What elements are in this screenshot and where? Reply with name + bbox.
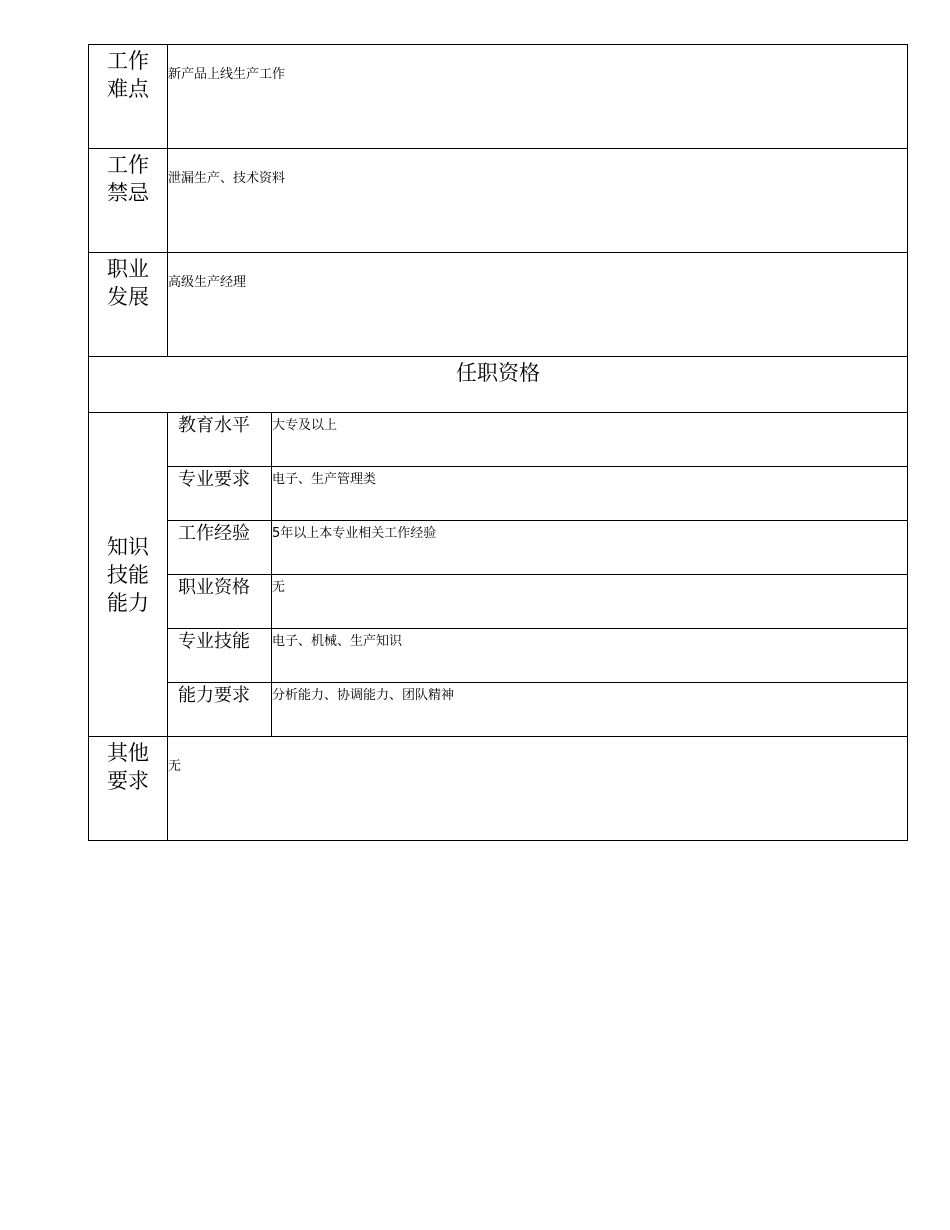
major-label: 专业要求 <box>168 467 272 521</box>
qualification-row <box>89 629 908 683</box>
major-value: 电子、生产管理类 <box>272 467 908 521</box>
skills-value: 电子、机械、生产知识 <box>272 629 908 683</box>
ability-value: 分析能力、协调能力、团队精神 <box>272 683 908 737</box>
career-label: 职业 发展 <box>89 253 168 357</box>
difficulty-label: 工作 难点 <box>89 45 168 149</box>
qualification-row <box>89 467 908 521</box>
other-requirements-value: 无 <box>168 737 908 841</box>
other-requirements-label: 其他 要求 <box>89 737 168 841</box>
career-value: 高级生产经理 <box>168 253 908 357</box>
qualification-row <box>89 413 908 467</box>
qualifications-title: 任职资格 <box>89 357 908 413</box>
experience-label: 工作经验 <box>168 521 272 575</box>
certification-label: 职业资格 <box>168 575 272 629</box>
skills-label: 专业技能 <box>168 629 272 683</box>
experience-value: 5年以上本专业相关工作经验 <box>272 521 908 575</box>
difficulty-row <box>89 45 908 149</box>
taboo-row <box>89 149 908 253</box>
other-requirements-row <box>89 737 908 841</box>
education-value: 大专及以上 <box>272 413 908 467</box>
taboo-label: 工作 禁忌 <box>89 149 168 253</box>
qualification-row <box>89 683 908 737</box>
knowledge-skills-label: 知识 技能 能力 <box>89 413 168 737</box>
qualification-row <box>89 575 908 629</box>
qualification-row <box>89 521 908 575</box>
taboo-value: 泄漏生产、技术资料 <box>168 149 908 253</box>
certification-value: 无 <box>272 575 908 629</box>
job-description-table <box>88 44 908 841</box>
career-row <box>89 253 908 357</box>
qualifications-header-row <box>89 357 908 413</box>
difficulty-value: 新产品上线生产工作 <box>168 45 908 149</box>
ability-label: 能力要求 <box>168 683 272 737</box>
education-label: 教育水平 <box>168 413 272 467</box>
